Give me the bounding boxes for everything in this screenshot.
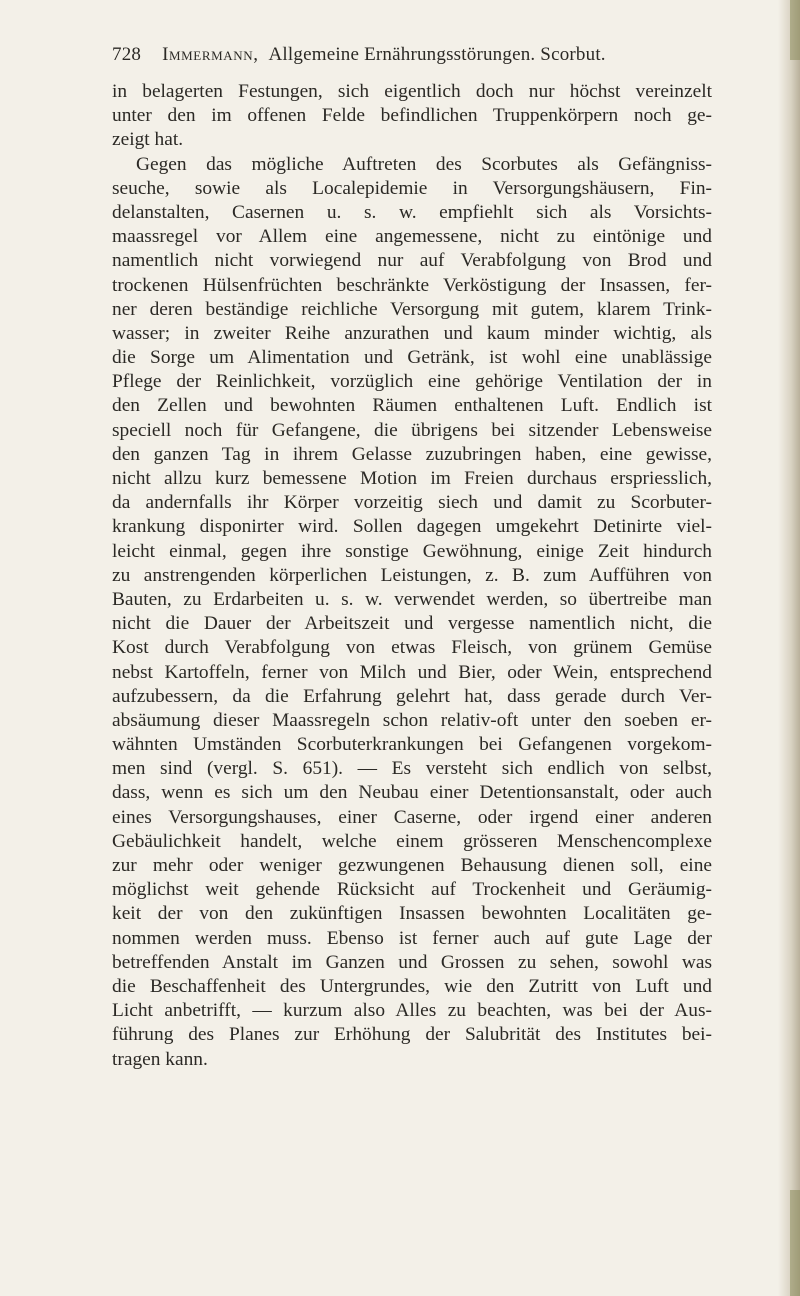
page-edge-mark	[790, 0, 800, 60]
text-line: maassregel vor Allem eine angemessene, nicht zu eintönige und	[112, 226, 712, 248]
text-line: Gebäulichkeit handelt, welche einem grösseren Menschencomplexe	[112, 830, 712, 852]
text-line: wasser; in zweiter Reihe anzurathen und kaum minder wichtig, als	[112, 322, 712, 344]
text-line: da andernfalls ihr Körper vorzeitig siech und damit zu Scorbuter-	[112, 492, 712, 514]
text-line: men sind (vergl. S. 651). — Es versteht sich endlich von selbst,	[112, 758, 712, 780]
text-line: Gegen das mögliche Auftreten des Scorbutes als Gefängniss-	[136, 153, 712, 175]
running-header-title: Allgemeine Ernährungsstörungen. Scorbut.	[268, 44, 606, 65]
text-line: Kost durch Verabfolgung von etwas Fleisch, von grünem Gemüse	[112, 637, 712, 659]
text-line: betreffenden Anstalt im Ganzen und Grossen zu sehen, sowohl was	[112, 951, 712, 973]
text-line: seuche, sowie als Localepidemie in Versorgungshäusern, Fin-	[112, 177, 712, 199]
text-line: dass, wenn es sich um den Neubau einer Detentionsanstalt, oder auch	[112, 782, 712, 804]
text-line: Licht anbetrifft, — kurzum also Alles zu beachten, was bei der Aus-	[112, 1000, 712, 1022]
text-line: keit der von den zukünftigen Insassen bewohnten Localitäten ge-	[112, 903, 712, 925]
page-edge-mark	[790, 1190, 800, 1296]
page-number: 728	[112, 44, 142, 65]
text-line: krankung disponirter wird. Sollen dagegen umgekehrt Detinirte viel-	[112, 516, 712, 538]
page-edge-shadow	[778, 0, 800, 1296]
text-line: wähnten Umständen Scorbuterkrankungen bei Gefangenen vorgekom-	[112, 734, 712, 756]
text-line: Pflege der Reinlichkeit, vorzüglich eine gehörige Ventilation der in	[112, 371, 712, 393]
text-line: speciell noch für Gefangene, die übrigens bei sitzender Lebensweise	[112, 419, 712, 441]
text-line: den Zellen und bewohnten Räumen enthaltenen Luft. Endlich ist	[112, 395, 712, 417]
text-line: leicht einmal, gegen ihre sonstige Gewöhnung, einige Zeit hindurch	[112, 540, 712, 562]
body-text	[112, 80, 712, 1072]
text-line: zu anstrengenden körperlichen Leistungen, z. B. zum Aufführen von	[112, 564, 712, 586]
text-line: trockenen Hülsenfrüchten beschränkte Verköstigung der Insassen, fer-	[112, 274, 712, 296]
text-line: nicht allzu kurz bemessene Motion im Freien durchaus erspriesslich,	[112, 468, 712, 489]
text-line: tragen kann.	[112, 1048, 208, 1070]
text-line: in belagerten Festungen, sich eigentlich doch nur höchst vereinzelt	[112, 81, 712, 102]
text-line: delanstalten, Casernen u. s. w. empfiehlt sich als Vorsichts-	[112, 201, 712, 223]
text-line: zur mehr oder weniger gezwungenen Behausung dienen soll, eine	[112, 855, 712, 876]
text-line: ner deren beständige reichliche Versorgung mit gutem, klarem Trink-	[112, 298, 712, 320]
text-line: aufzubessern, da die Erfahrung gelehrt hat, dass gerade durch Ver-	[112, 685, 712, 707]
text-line: absäumung dieser Maassregeln schon relativ-oft unter den soeben er-	[112, 709, 712, 731]
text-line: nicht die Dauer der Arbeitszeit und vergesse namentlich nicht, die	[112, 613, 712, 635]
running-header	[112, 44, 672, 70]
running-header-author: Immermann,	[162, 44, 259, 65]
text-line: die Sorge um Alimentation und Getränk, ist wohl eine unablässige	[112, 347, 712, 369]
text-line: nommen werden muss. Ebenso ist ferner auch auf gute Lage der	[112, 927, 712, 949]
text-line: die Beschaffenheit des Untergrundes, wie den Zutritt von Luft und	[112, 975, 712, 997]
text-line: führung des Planes zur Erhöhung der Salubrität des Institutes bei-	[112, 1024, 712, 1046]
text-line: eines Versorgungshauses, einer Caserne, oder irgend einer anderen	[112, 806, 712, 828]
text-line: unter den im offenen Felde befindlichen Truppenkörpern noch ge-	[112, 105, 712, 127]
text-line: den ganzen Tag in ihrem Gelasse zuzubringen haben, eine gewisse,	[112, 443, 712, 465]
text-line: Bauten, zu Erdarbeiten u. s. w. verwendet werden, so übertreibe man	[112, 588, 712, 610]
text-line: möglichst weit gehende Rücksicht auf Trockenheit und Geräumig-	[112, 879, 712, 901]
text-line: zeigt hat.	[112, 129, 184, 151]
text-line: nebst Kartoffeln, ferner von Milch und Bier, oder Wein, entsprechend	[112, 661, 712, 683]
text-line: namentlich nicht vorwiegend nur auf Verabfolgung von Brod und	[112, 250, 712, 272]
